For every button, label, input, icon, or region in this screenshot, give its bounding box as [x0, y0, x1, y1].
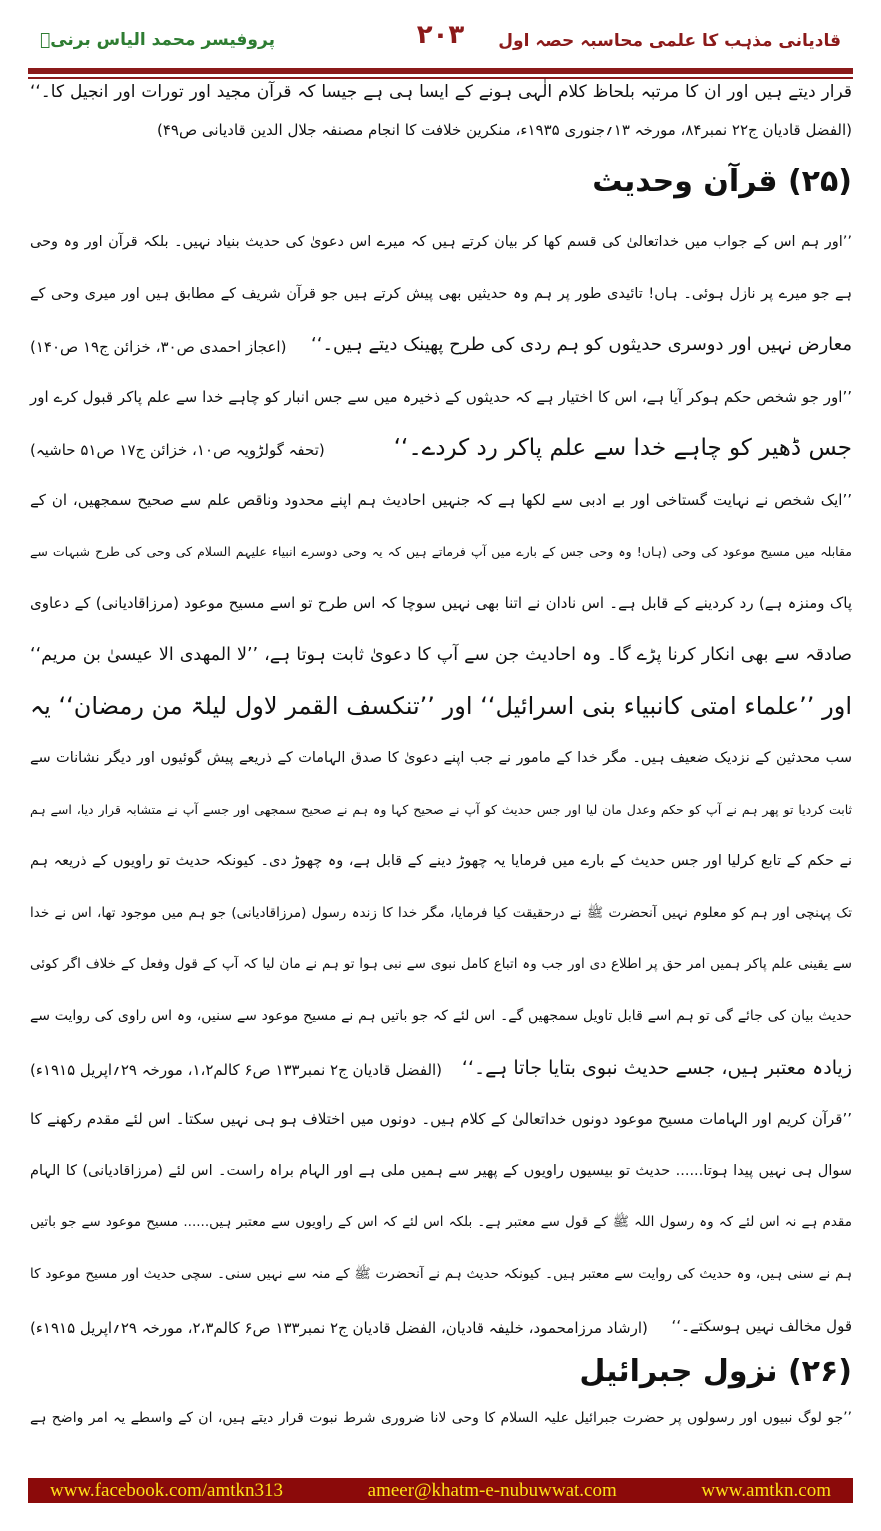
line-text: ’’اور ہم اس کے جواب میں خداتعالیٰ کی قسم کھا کر بیان کرتے ہیں کہ میرے اس دعویٰ کی حدیث بنیاد نہیں۔ بلکہ قرآن اور وہ وحی	[30, 234, 852, 250]
section-heading-text: (۲۶) نزول جبرائیل	[579, 1354, 852, 1389]
page-number: ٢٠٣	[416, 20, 465, 50]
line-text: مقابلہ میں مسیح موعود کی وحی (ہاں! وہ وحی جس کے بارے میں آپ فرماتے ہیں کہ یہ وحی دوسرے انبیاء علیہم السلام کی وحی کی طرح شبہات سے	[30, 543, 852, 559]
page-footer	[28, 1478, 853, 1503]
line-text: معارض نہیں اور دوسری حدیثوں کو ہم ردی کی طرح پھینک دیتے ہیں۔‘‘	[311, 334, 852, 356]
text-line	[30, 428, 852, 468]
text-line	[30, 1048, 852, 1088]
text-line	[30, 325, 852, 365]
text-line	[30, 944, 852, 984]
text-line	[30, 738, 852, 778]
text-line	[30, 532, 852, 572]
line-text: حدیث بیان کی جائے گی تو ہم اسے قابل تاویل سمجھیں گے۔ اس لئے کہ جو باتیں ہم نے مسیح موعود سے سنیں، وہ اس راوی کی روایت سے	[30, 1008, 852, 1024]
text-line	[30, 583, 852, 623]
line-text: صادقہ سے بھی انکار کرنا پڑے گا۔ وہ احادیث جن سے آپ کا دعویٰ ثابت ہوتا ہے، ’’لا المھدی الا عیسیٰ بن مریم‘‘	[30, 644, 852, 665]
text-line	[30, 1151, 852, 1191]
line-text: زیادہ معتبر ہیں، جسے حدیث نبوی بتایا جاتا ہے۔‘‘	[461, 1056, 852, 1079]
text-line	[30, 1306, 852, 1346]
text-line	[30, 996, 852, 1036]
footer-email[interactable]: www.facebook.com/amtkn313	[50, 1479, 284, 1501]
line-text: ’’اور جو شخص حکم ہوکر آیا ہے، اس کا اختیار ہے کہ حدیثوں کے ذخیرہ میں سے جس انبار کو چاہے خدا سے علم پاکر قبول کرے اور	[30, 387, 852, 406]
section-heading	[30, 1352, 852, 1392]
line-text: (الفضل قادیان ج۲۲ نمبر۸۴، مورخہ ۱۳؍جنوری ۱۹۳۵ء، منکرین خلافت کا انجام مصنفہ جلال الدین قادیانی ص۴۹)	[156, 121, 852, 139]
citation-reference: (ارشاد مرزامحمود، خلیفہ قادیان، الفضل قادیان ج۲ نمبر۱۳۳ ص۶ کالم۲،۳، مورخہ ۲۹؍اپریل ۱۹۱۵ء)	[30, 1318, 648, 1337]
citation-reference: (اعجاز احمدی ص۳۰، خزائن ج۱۹ ص۱۴۰)	[30, 338, 287, 357]
text-line	[30, 893, 852, 933]
line-text: اور ’’علماء امتی کانبیاء بنی اسرائیل‘‘ اور ’’تنکسف القمر لاول لیلۃ من رمضان‘‘ یہ	[30, 692, 852, 721]
line-text: پاک ومنزہ ہے) رد کردینے کے قابل ہے۔ اس نادان نے اتنا بھی نہیں سوچا کہ اس طرح تو اسے مسیح موعود (مرزاقادیانی) کے دعاوی	[30, 594, 852, 613]
citation-reference: (تحفہ گولڑویہ ص۱۰، خزائن ج۱۷ ص۵۱ حاشیہ)	[30, 441, 325, 460]
section-heading-text: (۲۵) قرآن وحدیث	[592, 164, 852, 199]
line-text: سب محدثین کے نزدیک ضعیف ہیں۔ مگر خدا کے مامور نے جب اپنے دعویٰ کا صدق الہامات کے ذریعے پیش گوئیوں اور دیگر نشانات سے	[30, 750, 852, 766]
reference-line	[30, 110, 852, 150]
line-text: مقدم ہے نہ اس لئے کہ وہ رسول اللہ ﷺ کے قول سے معتبر ہے۔ بلکہ اس لئے کہ اس کے راویوں سے معتبر ہیں...... مسیح موعود سے جو باتیں	[30, 1214, 852, 1231]
text-line	[30, 377, 852, 417]
citation-reference: (الفضل قادیان ج۲ نمبر۱۳۳ ص۶ کالم۱،۲، مورخہ ۲۹؍اپریل ۱۹۱۵ء)	[30, 1060, 443, 1079]
section-heading	[30, 162, 852, 202]
line-text: ہم نے سنی ہیں، وہ حدیث کی روایت سے معتبر ہیں۔ کیونکہ حدیث ہم نے آنحضرت ﷺ کے منہ سے نہیں سنی۔ سچی حدیث اور مسیح موعود کا	[30, 1266, 852, 1282]
text-line	[30, 1099, 852, 1139]
line-text: سے یقینی علم پاکر ہمیں امر حق پر اطلاع دی اور جب وہ اتباع کامل نبوی سے نبی ہوا تو ہم نے مان لیا کہ آپ کے قول وفعل کے خلاف اگر کوئی	[30, 956, 852, 973]
line-text: قرار دیتے ہیں اور ان کا مرتبہ بلحاظ کلام الٰہی ہونے کے ایسا ہی ہے جیسا کہ قرآن مجید اور تورات اور انجیل کا۔‘‘	[30, 82, 852, 102]
text-line	[30, 790, 852, 830]
footer-website[interactable]: www.amtkn.com	[701, 1479, 831, 1501]
line-text: ’’ایک شخص نے نہایت گستاخی اور بے ادبی سے لکھا ہے کہ جنہیں احادیث ہم اپنے محدود وناقص علم سے صحیح سمجھیں، ان کے	[30, 491, 852, 509]
text-line	[30, 841, 852, 881]
line-text: تک پہنچی اور ہم کو معلوم نہیں آنحضرت ﷺ نے درحقیقت کیا فرمایا، مگر خدا کا زندہ رسول (مرزاقادیانی) جو ہم میں موجود تھا، اس نے خدا	[30, 904, 852, 921]
text-line	[30, 72, 852, 112]
footer-email-address[interactable]: ameer@khatm-e-nubuwwat.com	[367, 1479, 617, 1501]
text-line	[30, 222, 852, 262]
text-line	[30, 480, 852, 520]
text-line	[30, 686, 852, 726]
text-line	[30, 274, 852, 314]
line-text: ہے جو میرے پر نازل ہوئی۔ ہاں! تائیدی طور پر ہم وہ حدیثیں بھی پیش کرتے ہیں جو قرآن شریف کے مطابق ہیں اور میری وحی کے	[30, 285, 852, 302]
text-line	[30, 1202, 852, 1242]
line-text: ’’جو لوگ نبیوں اور رسولوں پر حضرت جبرائیل علیہ السلام کا وحی لانا ضروری شرط نبوت قرار دیتے ہیں، ان کے واسطے یہ امر واضح ہے	[30, 1410, 852, 1426]
book-title: قادیانی مذہب کا علمی محاسبہ حصہ اول	[498, 31, 841, 51]
text-line	[30, 635, 852, 675]
line-text: ثابت کردیا تو پھر ہم نے آپ کو حکم وعدل مان لیا اور جس حدیث کو آپ نے صحیح کہا وہ ہم نے صحیح سمجھی اور جسے آپ نے متشابہ قرار دیا، اسے ہم	[30, 801, 852, 817]
line-text: سوال ہی نہیں پیدا ہوتا...... حدیث تو بیسیوں راویوں کے پھیر سے ہمیں ملی ہے اور الہام براہ راست۔ اس لئے (مرزاقادیانی) کا الہام	[30, 1162, 852, 1179]
author-name: پروفیسر محمد الیاس برنیؒ	[40, 30, 275, 50]
line-text: جس ڈھیر کو چاہے خدا سے علم پاکر رد کردے۔‘‘	[393, 435, 852, 462]
line-text: ’’قرآن کریم اور الہامات مسیح موعود دونوں خداتعالیٰ کے کلام ہیں۔ دونوں میں اختلاف ہو ہی نہیں سکتا۔ اس لئے مقدم رکھنے کا	[30, 1110, 852, 1129]
line-text: قول مخالف نہیں ہوسکتے۔‘‘	[671, 1316, 852, 1335]
text-line	[30, 1254, 852, 1294]
line-text: نے حکم کے تابع کرلیا اور جس حدیث کے بارے میں فرمایا یہ چھوڑ دینے کے قابل ہے، وہ چھوڑ دی۔ کیونکہ حدیث تو راویوں کے ذریعہ ہم	[30, 853, 852, 870]
text-line	[30, 1398, 852, 1438]
